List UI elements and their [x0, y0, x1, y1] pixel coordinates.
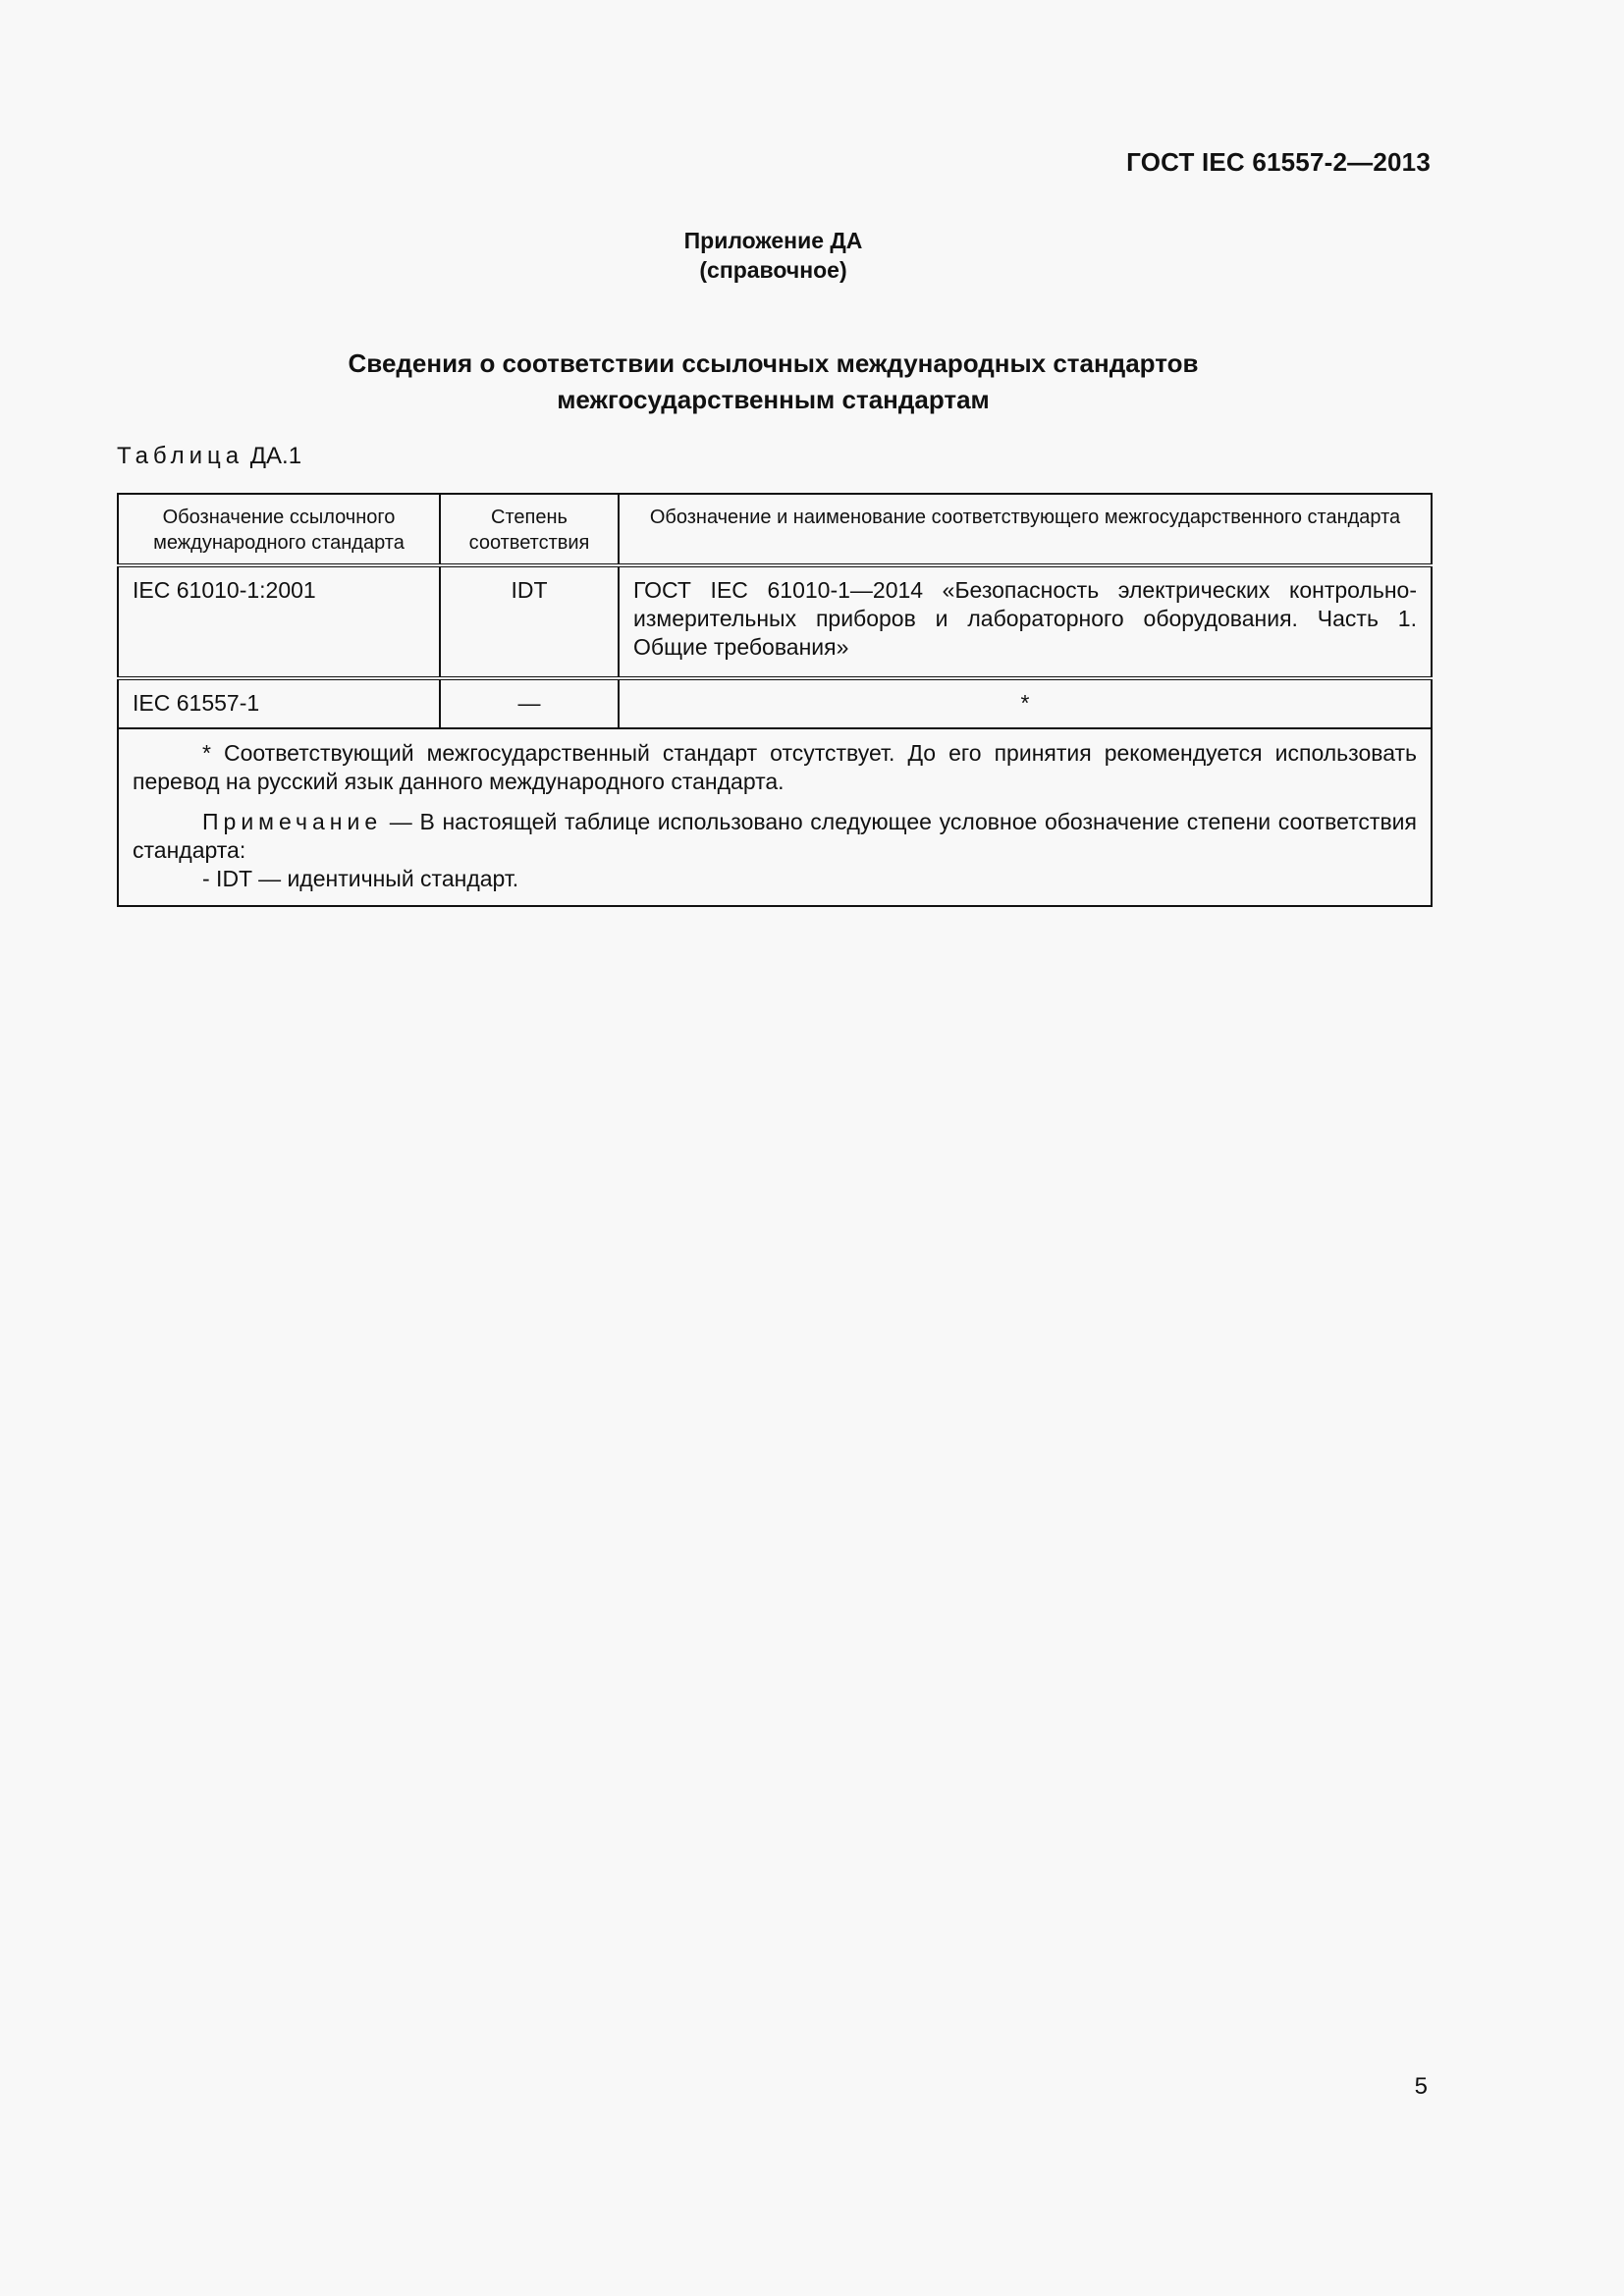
appendix-title: Приложение ДА — [683, 228, 863, 253]
table-caption-id: ДА.1 — [249, 443, 302, 469]
page-number: 5 — [1414, 2073, 1428, 2100]
header-ref-standard: Обозначение ссылочного международного стандарта — [118, 494, 440, 565]
header-degree: Степень соответствия — [440, 494, 619, 565]
table-row — [118, 565, 1432, 678]
note-list-item: - IDT — идентичный стандарт. — [202, 866, 519, 891]
document-code: ГОСТ IEC 61557-2—2013 — [1126, 147, 1431, 177]
appendix-subtitle: (справочное) — [699, 257, 847, 283]
section-title-line2: межгосударственным стандартам — [557, 385, 990, 414]
table-row — [118, 678, 1432, 728]
section-title — [0, 346, 1546, 418]
section-title-line1: Сведения о соответствии ссылочных международных стандартов — [348, 348, 1199, 378]
note-heading: Примечание — [202, 809, 383, 834]
note-paragraph — [133, 808, 1417, 865]
header-national-standard: Обозначение и наименование соответствующего межгосударственного стандарта — [619, 494, 1432, 565]
correspondence-table — [117, 493, 1433, 907]
footnote-text: * Соответствующий межгосударственный стандарт отсутствует. До его принятия рекомендуется использовать перевод на русский язык данного международного стандарта. — [133, 740, 1417, 794]
cell-degree: IDT — [440, 565, 619, 678]
note-text: — В настоящей таблице использовано следующее условное обозначение степени соответствия стандарта: — [133, 809, 1417, 863]
cell-national: * — [619, 678, 1432, 728]
cell-ref: IEC 61010-1:2001 — [118, 565, 440, 678]
table-header-row — [118, 494, 1432, 565]
cell-national: ГОСТ IEC 61010-1—2014 «Безопасность электрических контрольно-измерительных приборов и лабораторного оборудования. Часть 1. Общие требования» — [619, 565, 1432, 678]
appendix-heading — [0, 226, 1546, 285]
cell-ref: IEC 61557-1 — [118, 678, 440, 728]
table-footnote-row — [118, 728, 1432, 906]
table-caption — [117, 443, 301, 470]
footnote-cell — [118, 728, 1432, 906]
cell-degree: — — [440, 678, 619, 728]
table-caption-word: Таблица — [117, 443, 244, 469]
